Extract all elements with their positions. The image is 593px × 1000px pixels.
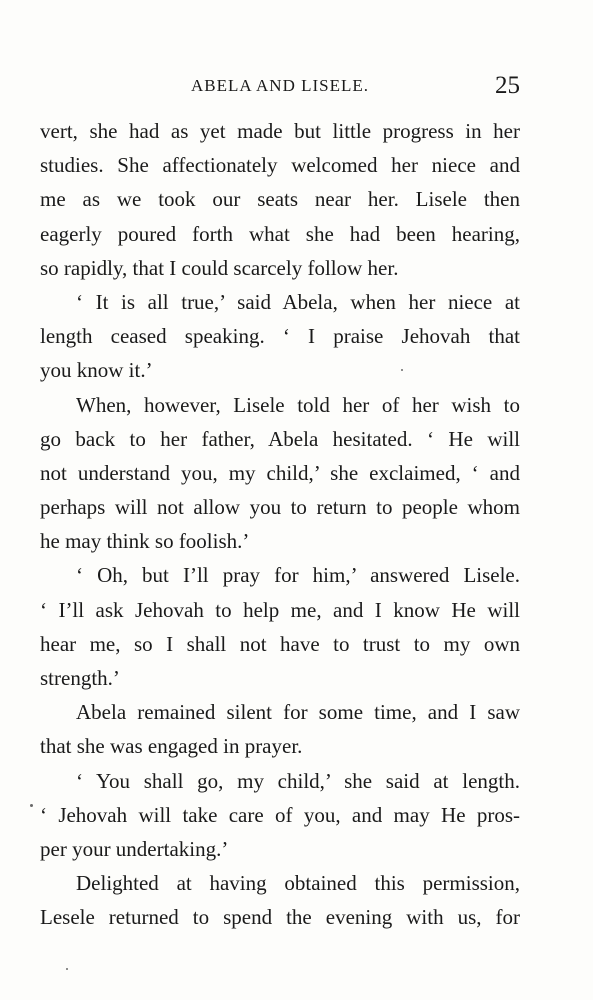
text-line: that she was engaged in prayer. bbox=[40, 734, 303, 759]
print-speck bbox=[66, 968, 68, 970]
text-line: he may think so foolish.’ bbox=[40, 529, 250, 554]
running-title: ABELA AND LISELE. bbox=[190, 76, 370, 95]
text-line: eagerly poured forth what she had been hearing, bbox=[40, 221, 520, 246]
text-line: hear me, so I shall not have to trust to my own bbox=[40, 631, 520, 656]
text-line: ‘ It is all true,’ said Abela, when her niece at bbox=[76, 289, 520, 314]
page-number: 25 bbox=[495, 72, 520, 99]
text-line: ‘ Jehovah will take care of you, and may He pros- bbox=[40, 802, 520, 827]
text-line: ‘ I’ll ask Jehovah to help me, and I know He will bbox=[40, 597, 520, 622]
text-line: so rapidly, that I could scarcely follow her. bbox=[40, 255, 399, 280]
text-line: Lesele returned to spend the evening with us, for bbox=[40, 905, 520, 930]
text-line: me as we took our seats near her. Lisele then bbox=[40, 187, 520, 212]
running-head bbox=[40, 74, 520, 100]
text-line: length ceased speaking. ‘ I praise Jehovah that bbox=[40, 324, 520, 349]
text-line: When, however, Lisele told her of her wish to bbox=[76, 392, 520, 417]
text-line: Delighted at having obtained this permission, bbox=[76, 871, 520, 896]
text-line: not understand you, my child,’ she exclaimed, ‘ and bbox=[40, 460, 520, 485]
text-line: go back to her father, Abela hesitated. ‘ He will bbox=[40, 426, 520, 451]
print-speck bbox=[30, 804, 33, 807]
text-line: ‘ You shall go, my child,’ she said at length. bbox=[76, 768, 520, 793]
body-text bbox=[40, 114, 520, 935]
text-line: strength.’ bbox=[40, 666, 120, 690]
text-line: you know it.’ bbox=[40, 358, 153, 383]
text-line: studies. She affectionately welcomed her niece and bbox=[40, 153, 520, 178]
text-line: ‘ Oh, but I’ll pray for him,’ answered Lisele. bbox=[76, 563, 520, 588]
text-line: per your undertaking.’ bbox=[40, 836, 229, 861]
text-line: Abela remained silent for some time, and I saw bbox=[76, 700, 520, 725]
text-line: perhaps will not allow you to return to people whom bbox=[40, 495, 520, 520]
print-speck bbox=[401, 369, 403, 371]
text-line: vert, she had as yet made but little progress in her bbox=[40, 119, 520, 143]
